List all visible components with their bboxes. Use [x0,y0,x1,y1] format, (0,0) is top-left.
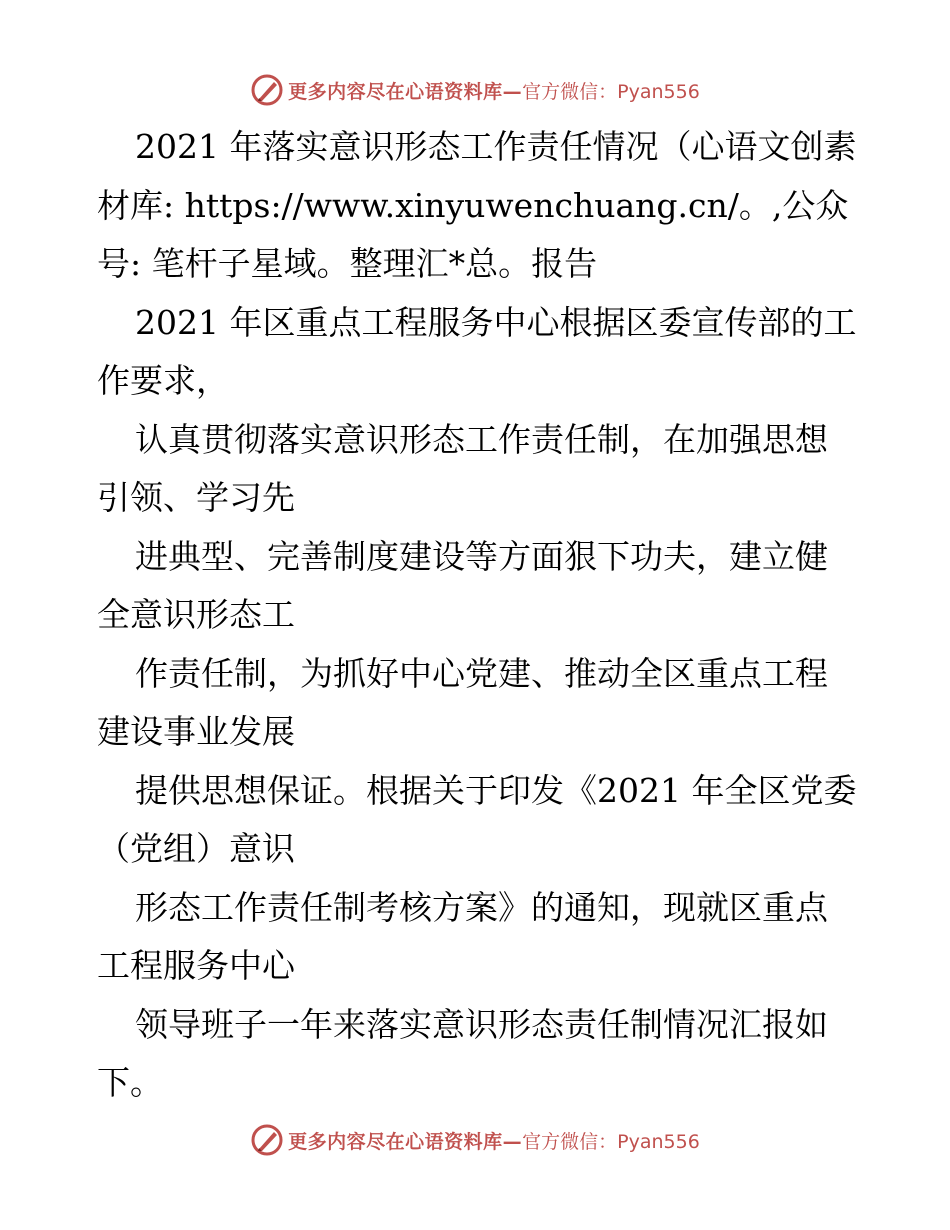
paragraph: 提供思想保证。根据关于印发《2021 年全区党委（党组）意识 [97,770,857,868]
paragraph-title: 2021 年落实意识形态工作责任情况（心语文创素材库: https://www.xinyuwenchuang.cn/。,公众号: 笔杆子星域。整理汇*总。报告 [97,127,857,283]
footer-watermark-banner [0,1120,950,1160]
banner-wechat-text: 官方微信：Pyan556 [522,80,700,103]
banner-main-text: 更多内容尽在心语资料库— [288,1130,523,1153]
header-watermark-banner [0,70,950,110]
paragraph: 认真贯彻落实意识形态工作责任制，在加强思想引领、学习先 [97,419,828,517]
quill-logo-icon [250,1123,284,1157]
banner-wechat-text: 官方微信：Pyan556 [522,1130,700,1153]
paragraph: 形态工作责任制考核方案》的通知，现就区重点工程服务中心 [97,887,828,985]
paragraph: 领导班子一年来落实意识形态责任制情况汇报如下。 [97,1004,828,1102]
paragraph: 作责任制，为抓好中心党建、推动全区重点工程建设事业发展 [97,653,828,751]
paragraph: 进典型、完善制度建设等方面狠下功夫，建立健全意识形态工 [97,536,828,634]
document-body [97,118,857,1113]
quill-logo-icon [250,73,284,107]
paragraph: 2021 年区重点工程服务中心根据区委宣传部的工作要求， [97,302,857,400]
banner-main-text: 更多内容尽在心语资料库— [288,80,523,103]
